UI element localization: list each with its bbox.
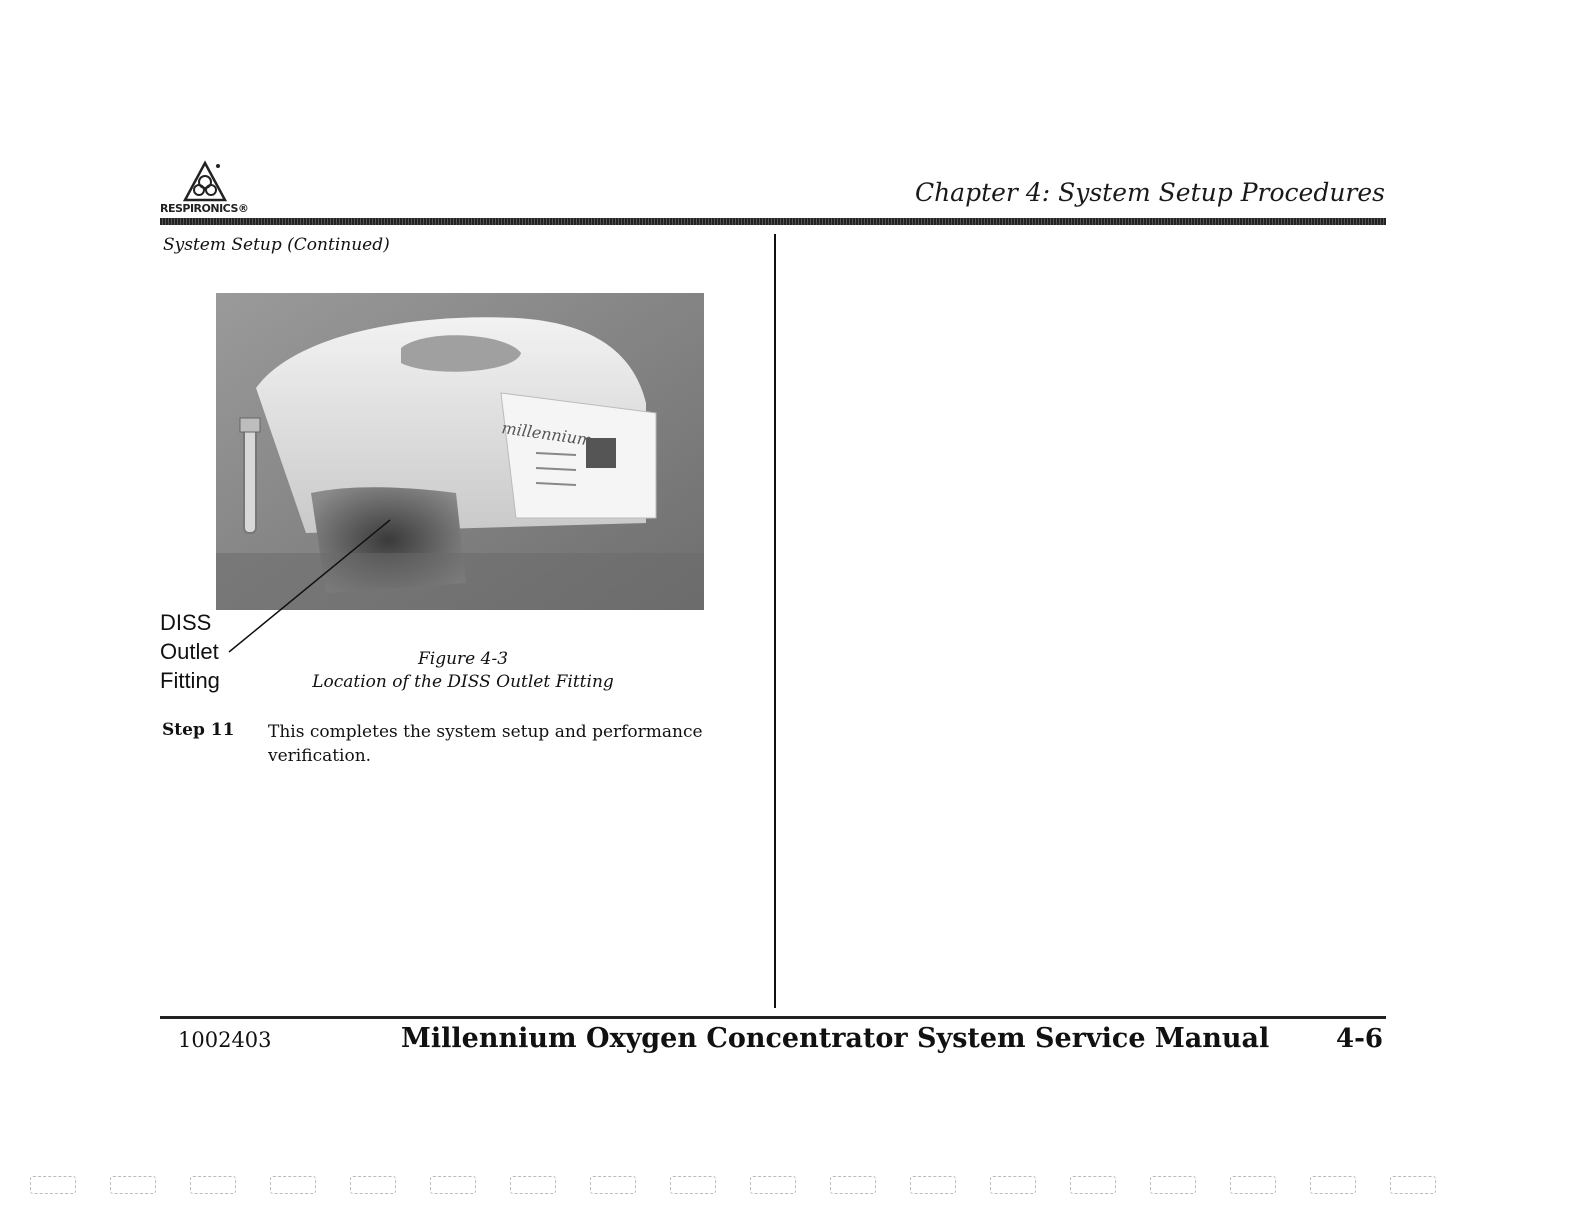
binding-mark xyxy=(430,1176,476,1194)
binding-mark xyxy=(1150,1176,1196,1194)
figure-photo xyxy=(216,293,704,610)
step-text: This completes the system setup and performance verification. xyxy=(268,722,703,766)
column-divider xyxy=(774,234,776,1008)
binding-marks xyxy=(30,1176,1450,1196)
binding-mark xyxy=(30,1176,76,1194)
manual-title: Millennium Oxygen Concentrator System Service Manual xyxy=(401,1023,1270,1054)
binding-mark xyxy=(830,1176,876,1194)
section-heading: System Setup (Continued) xyxy=(163,235,390,255)
diss-outlet-callout xyxy=(160,608,220,695)
binding-mark xyxy=(350,1176,396,1194)
binding-mark xyxy=(670,1176,716,1194)
binding-mark xyxy=(190,1176,236,1194)
binding-mark xyxy=(750,1176,796,1194)
binding-mark xyxy=(1390,1176,1436,1194)
callout-line: DISS xyxy=(160,610,212,635)
binding-mark xyxy=(1310,1176,1356,1194)
chapter-title: Chapter 4: System Setup Procedures xyxy=(914,178,1385,207)
binding-mark xyxy=(910,1176,956,1194)
respironics-logo xyxy=(160,160,270,220)
logo-wordmark: RESPIRONICS® xyxy=(160,202,249,215)
page-number: 4-6 xyxy=(1336,1024,1383,1054)
binding-mark xyxy=(110,1176,156,1194)
footer-rule xyxy=(160,1016,1386,1019)
binding-mark xyxy=(1070,1176,1116,1194)
photo-brand-text: millennium xyxy=(500,418,594,450)
binding-mark xyxy=(270,1176,316,1194)
header-rule xyxy=(160,218,1386,225)
figure-number: Figure 4-3 xyxy=(417,649,509,669)
respironics-logo-icon xyxy=(182,160,228,204)
binding-mark xyxy=(1230,1176,1276,1194)
step-label: Step 11 xyxy=(162,720,235,740)
binding-mark xyxy=(590,1176,636,1194)
binding-mark xyxy=(510,1176,556,1194)
callout-line: Outlet xyxy=(160,639,219,664)
binding-mark xyxy=(990,1176,1036,1194)
figure-caption: Location of the DISS Outlet Fitting xyxy=(312,672,614,692)
callout-line: Fitting xyxy=(160,668,220,693)
document-number: 1002403 xyxy=(178,1028,272,1052)
